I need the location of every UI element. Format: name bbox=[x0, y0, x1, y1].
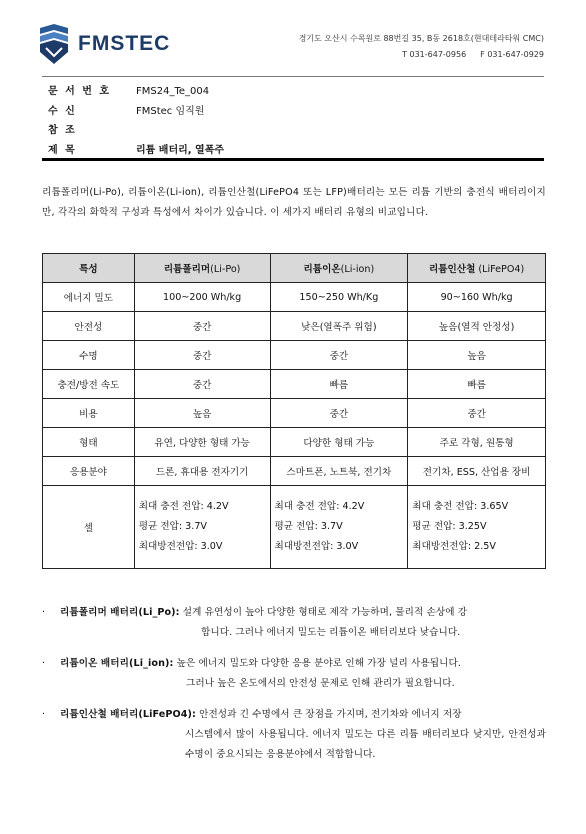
table-cell: 낮은(열폭주 위험) bbox=[270, 312, 408, 341]
table-cell: 비용 bbox=[43, 399, 135, 428]
table-cell: 주로 각형, 원통형 bbox=[408, 428, 546, 457]
note-label: 리튬이온 배터리(Li_ion): bbox=[60, 658, 174, 669]
meta-key: 참 조 bbox=[48, 125, 77, 136]
table-cell: 150~250 Wh/Kg bbox=[270, 283, 408, 312]
note-first: 설계 유연성이 높아 다양한 형태로 제작 가능하며, 물리적 손상에 강 bbox=[179, 607, 468, 618]
battery-comparison-table bbox=[42, 253, 546, 569]
voltage-line: 평균 전압: 3.25V bbox=[412, 521, 487, 532]
table-cell: 높음(열적 안정성) bbox=[408, 312, 546, 341]
table-row bbox=[43, 283, 546, 312]
header-cell bbox=[408, 254, 546, 283]
document-meta bbox=[48, 82, 225, 160]
header-bold: 리튬폴리머 bbox=[163, 264, 211, 275]
table-cell: 유연, 다양한 형태 가능 bbox=[134, 428, 270, 457]
note-text bbox=[60, 705, 546, 765]
table-cell: 수명 bbox=[43, 341, 135, 370]
table-cell: 형태 bbox=[43, 428, 135, 457]
logo-text: FMSTEC bbox=[78, 32, 171, 55]
table-cell: 스마트폰, 노트북, 전기차 bbox=[270, 457, 408, 486]
header-divider bbox=[42, 76, 544, 77]
table-cell: 중간 bbox=[134, 341, 270, 370]
fax-number: F 031-647-0929 bbox=[480, 50, 544, 59]
voltage-line: 최대 충전 전압: 3.65V bbox=[412, 501, 509, 512]
meta-row-reference bbox=[48, 121, 128, 141]
tel-number: T 031-647-0956 bbox=[402, 50, 467, 59]
table-cell: 빠름 bbox=[270, 370, 408, 399]
meta-key: 제 목 bbox=[48, 144, 77, 156]
table-cell: 90~160 Wh/kg bbox=[408, 283, 546, 312]
table-row bbox=[43, 457, 546, 486]
meta-divider bbox=[42, 158, 544, 161]
table-cell: 중간 bbox=[134, 312, 270, 341]
note-label: 리튬폴리머 배터리(Li_Po): bbox=[60, 607, 180, 618]
table-cell: 안전성 bbox=[43, 312, 135, 341]
note-first: 안전성과 긴 수명에서 큰 장점을 가지며, 전기차와 에너지 저장 bbox=[195, 709, 462, 720]
meta-row-recipient bbox=[48, 102, 205, 122]
table-cell: 높음 bbox=[408, 341, 546, 370]
table-cell: 100~200 Wh/kg bbox=[134, 283, 270, 312]
meta-row-doc-number bbox=[48, 82, 210, 102]
header-cell bbox=[134, 254, 270, 283]
note-text bbox=[60, 654, 546, 694]
table-cell: 드론, 휴대용 전자기기 bbox=[134, 457, 270, 486]
note-rest: 합니다. 그러나 에너지 밀도는 리튬이온 배터리보다 낮습니다. bbox=[201, 627, 461, 638]
table-cell: 높음 bbox=[134, 399, 270, 428]
header-normal: (Li-Po) bbox=[210, 264, 241, 275]
cell-voltage-lifepo4 bbox=[408, 486, 546, 569]
intro-paragraph: 리튬폴리머(Li-Po), 리튬이온(Li-ion), 리튬인산철(LiFePO4 또는 LFP)배터리는 모든 리튬 기반의 충전식 배터리이지만, 각각의 화학적 구성과 특성에서 차이가 있습니다. 이 세가지 배터리 유형의 비교입니다. bbox=[42, 187, 546, 218]
table-row bbox=[43, 399, 546, 428]
note-liion bbox=[42, 654, 546, 694]
table-cell: 중간 bbox=[270, 341, 408, 370]
table-cell: 에너지 밀도 bbox=[43, 283, 135, 312]
voltage-line: 최대 충전 전압: 4.2V bbox=[138, 501, 229, 512]
company-address-block bbox=[299, 31, 544, 63]
company-logo bbox=[38, 24, 208, 68]
voltage-line: 최대방전전압: 3.0V bbox=[138, 541, 223, 552]
fmstec-logo-icon bbox=[38, 24, 70, 64]
header-bold: 특성 bbox=[79, 264, 98, 275]
header-bold: 리튬이온 bbox=[303, 264, 341, 275]
bullet: · bbox=[42, 709, 46, 720]
cell-voltage-lipo bbox=[134, 486, 270, 569]
bullet: · bbox=[42, 607, 46, 618]
table-header-row bbox=[43, 254, 546, 283]
note-label: 리튬인산철 배터리(LiFePO4): bbox=[60, 709, 196, 720]
voltage-line: 평균 전압: 3.7V bbox=[138, 521, 207, 532]
voltage-line: 최대방전전압: 3.0V bbox=[274, 541, 359, 552]
header-cell bbox=[270, 254, 408, 283]
bullet: · bbox=[42, 658, 46, 669]
note-rest: 시스템에서 많이 사용됩니다. 에너지 밀도는 다른 리튬 배터리보다 낮지만, 안전성과 수명이 중요시되는 응용분야에서 적합합니다. bbox=[185, 729, 546, 760]
table-cell: 빠름 bbox=[408, 370, 546, 399]
voltage-line: 최대방전전압: 2.5V bbox=[412, 541, 496, 552]
voltage-line: 최대 충전 전압: 4.2V bbox=[274, 501, 365, 512]
notes-list bbox=[42, 603, 546, 776]
cell-voltage-liion bbox=[270, 486, 408, 569]
note-lifepo4 bbox=[42, 705, 546, 765]
voltage-line: 평균 전압: 3.7V bbox=[274, 521, 343, 532]
table-row-cell-voltage bbox=[43, 486, 546, 569]
table-row bbox=[43, 341, 546, 370]
header-normal: (LiFePO4) bbox=[475, 264, 525, 275]
meta-value: 리튬 배터리, 열폭주 bbox=[136, 144, 225, 156]
header-normal: (Li-ion) bbox=[340, 264, 375, 275]
meta-value: FMStec 임직원 bbox=[136, 105, 205, 117]
phone-line bbox=[299, 47, 544, 63]
table-cell: 충전/방전 속도 bbox=[43, 370, 135, 399]
header-bold: 리튬인산철 bbox=[429, 264, 476, 275]
table-cell: 전기차, ESS, 산업용 장비 bbox=[408, 457, 546, 486]
table-cell: 다양한 형태 가능 bbox=[270, 428, 408, 457]
table-cell: 중간 bbox=[134, 370, 270, 399]
note-lipo bbox=[42, 603, 546, 643]
table-row bbox=[43, 370, 546, 399]
table-row bbox=[43, 312, 546, 341]
table-cell: 중간 bbox=[408, 399, 546, 428]
address-line: 경기도 오산시 수목원로 88번길 35, B동 2618호(현대테라타워 CMC) bbox=[298, 34, 544, 43]
table-row bbox=[43, 428, 546, 457]
note-first: 높은 에너지 밀도와 다양한 응용 분야로 인해 가장 널리 사용됩니다. bbox=[173, 658, 462, 669]
note-rest: 그러나 높은 온도에서의 안전성 문제로 인해 관리가 필요합니다. bbox=[186, 678, 455, 689]
table-cell: 중간 bbox=[270, 399, 408, 428]
table-cell: 셀 bbox=[43, 486, 135, 569]
note-text bbox=[60, 603, 546, 643]
meta-value: FMS24_Te_004 bbox=[136, 86, 210, 97]
table-cell: 응용분야 bbox=[43, 457, 135, 486]
meta-key: 수 신 bbox=[48, 105, 77, 117]
meta-key: 문 서 번 호 bbox=[48, 86, 112, 97]
header-cell bbox=[43, 254, 135, 283]
